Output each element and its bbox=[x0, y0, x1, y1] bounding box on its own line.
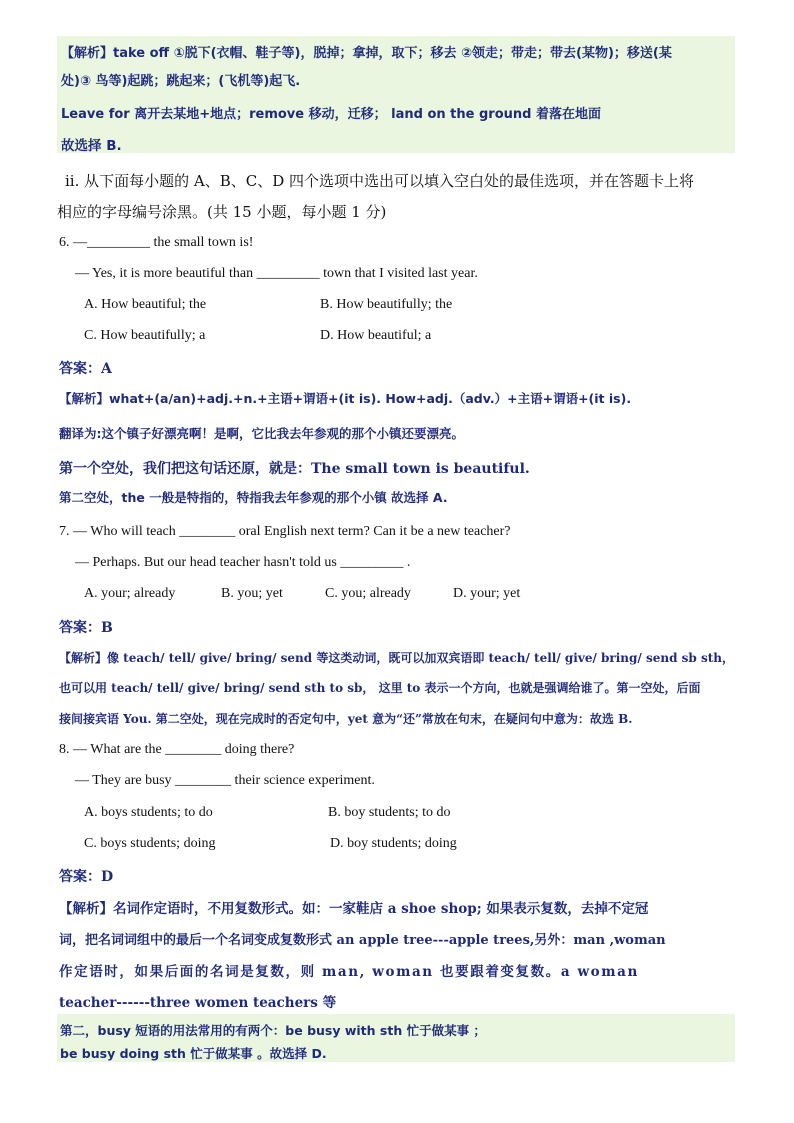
q8-option-b: B. boy students; to do bbox=[328, 805, 451, 820]
q8-answer: 答案：D bbox=[59, 869, 114, 885]
q8-analysis-extra-block bbox=[57, 1014, 735, 1062]
q6-option-a: A. How beautiful; the bbox=[84, 297, 207, 312]
q8-analysis-line5: 第二，busy 短语的用法常用的有两个：be busy with sth 忙于做某事 ； bbox=[60, 1023, 486, 1038]
q7-option-a: A. your; already bbox=[84, 586, 176, 601]
q6-analysis-line1: 【解析】what+(a/an)+adj.+n.+主语+谓语+(it is). How+adj.（adv.）+主语+谓语+(it is). bbox=[59, 391, 632, 406]
prev-analysis-line1: 【解析】take off ①脱下(衣帽、鞋子等)，脱掉；拿掉，取下；移去 ②领走；带走；带去(某物)；移送(某 bbox=[61, 46, 672, 61]
q8-analysis-line2: 词，把名词词组中的最后一个名词变成复数形式 an apple tree---apple trees,另外：man ,woman bbox=[59, 933, 666, 948]
q7-option-b: B. you; yet bbox=[221, 586, 283, 601]
q7-option-c: C. you; already bbox=[325, 586, 411, 601]
prev-analysis-line3: Leave for 离开去某地+地点；remove 移动，迁移； land on the ground 着落在地面 bbox=[61, 107, 601, 122]
q7-answer: 答案：B bbox=[59, 620, 113, 636]
q7-analysis-line1: 【解析】像 teach/ tell/ give/ bring/ send 等这类动词，既可以加双宾语即 teach/ tell/ give/ bring/ send sb sth， bbox=[59, 651, 735, 665]
section-instruction-line1: ii. 从下面每小题的 A、B、C、D 四个选项中选出可以填入空白处的最佳选项，并在答题卡上将 bbox=[65, 172, 695, 190]
q8-option-c: C. boys students; doing bbox=[84, 836, 216, 851]
q6-analysis-line2: 翻译为:这个镇子好漂亮啊！是啊，它比我去年参观的那个小镇还要漂亮。 bbox=[59, 426, 465, 441]
prev-analysis-line4: 故选择 B. bbox=[61, 138, 122, 154]
q6-answer: 答案：A bbox=[59, 361, 112, 377]
q8-option-d: D. boy students; doing bbox=[330, 836, 457, 851]
q7-analysis-line2: 也可以用 teach/ tell/ give/ bring/ send sth to sb， 这里 to 表示一个方向，也就是强调给谁了。第一空处，后面 bbox=[59, 681, 701, 695]
q7-stem-line2: — Perhaps. But our head teacher hasn't told us _________ . bbox=[75, 555, 411, 570]
q6-stem-line1: 6. —_________ the small town is! bbox=[59, 235, 254, 250]
q6-option-b: B. How beautifully; the bbox=[320, 297, 453, 312]
q8-analysis-line1: 【解析】名词作定语时，不用复数形式。如：一家鞋店 a shoe shop; 如果表示复数，去掉不定冠 bbox=[59, 901, 649, 917]
q6-analysis-line4: 第二空处，the 一般是特指的，特指我去年参观的那个小镇 故选择 A. bbox=[59, 490, 448, 505]
q7-stem-line1: 7. — Who will teach ________ oral English next term? Can it be a new teacher? bbox=[59, 524, 511, 539]
q8-stem-line2: — They are busy ________ their science experiment. bbox=[75, 773, 375, 788]
q8-analysis-line4: teacher------three women teachers 等 bbox=[59, 995, 337, 1011]
q8-stem-line1: 8. — What are the ________ doing there? bbox=[59, 742, 295, 757]
q6-stem-line2: — Yes, it is more beautiful than _________ town that I visited last year. bbox=[75, 266, 478, 281]
q8-analysis-line6: be busy doing sth 忙于做某事 。故选择 D. bbox=[60, 1046, 327, 1061]
q6-analysis-line3: 第一个空处，我们把这句话还原，就是：The small town is beautiful. bbox=[59, 461, 530, 477]
q6-option-c: C. How beautifully; a bbox=[84, 328, 206, 343]
q8-option-a: A. boys students; to do bbox=[84, 805, 213, 820]
q7-analysis-line3: 接间接宾语 You. 第二空处，现在完成时的否定句中，yet 意为“还”常放在句末，在疑问句中意为：故选 B. bbox=[59, 712, 633, 726]
prev-analysis-block bbox=[57, 36, 735, 153]
q8-analysis-line3: 作定语时，如果后面的名词是复数，则 man, woman 也要跟着变复数。a woman bbox=[59, 964, 639, 980]
q6-option-d: D. How beautiful; a bbox=[320, 328, 432, 343]
prev-analysis-line2: 处)③ 鸟等)起跳；跳起来；(飞机等)起飞. bbox=[61, 74, 301, 89]
section-instruction-line2: 相应的字母编号涂黑。(共 15 小题，每小题 1 分) bbox=[57, 203, 387, 221]
q7-option-d: D. your; yet bbox=[453, 586, 521, 601]
